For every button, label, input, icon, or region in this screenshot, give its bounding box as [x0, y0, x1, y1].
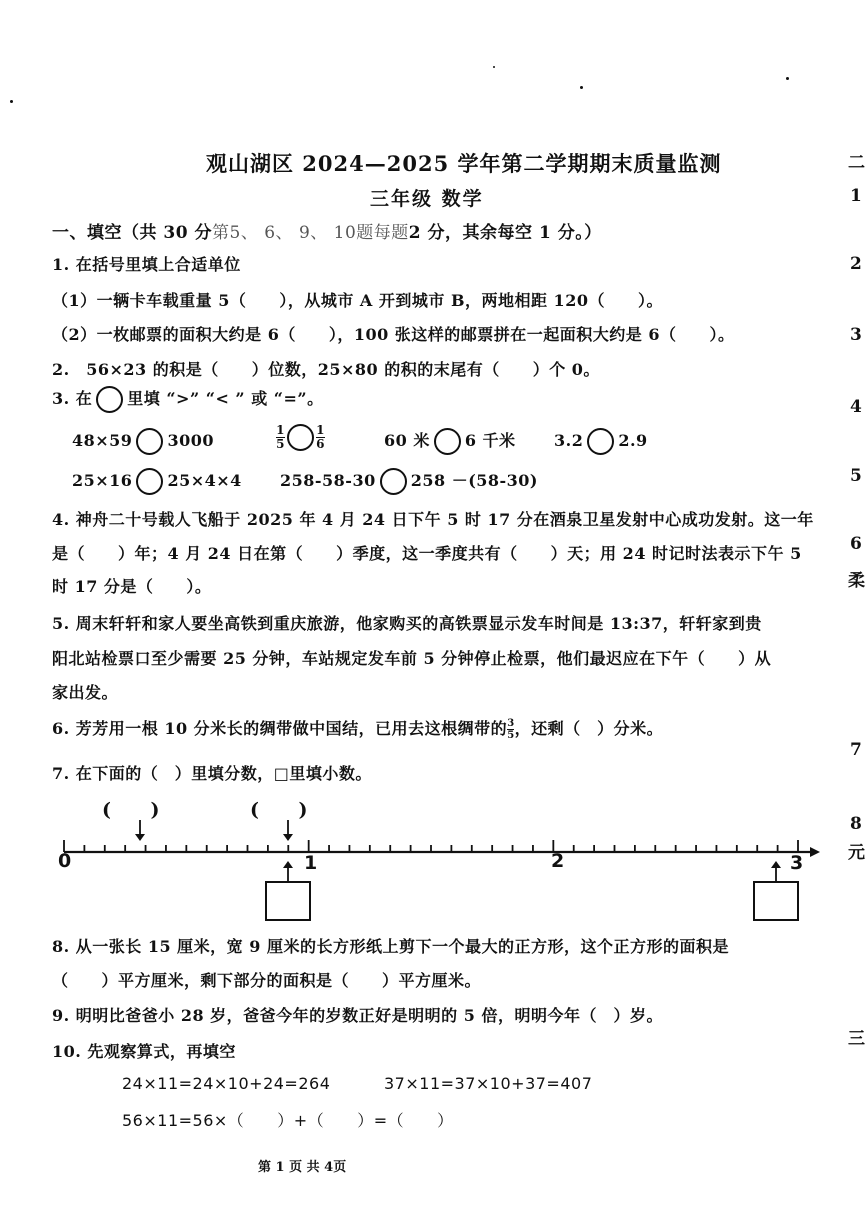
- compare-left: 258-58-30: [280, 471, 376, 490]
- number-line-label-1: 1: [304, 852, 318, 874]
- question-3-stem: [52, 386, 324, 413]
- compare-right: 25×4×4: [167, 471, 242, 490]
- answer-box: [754, 882, 798, 920]
- fraction: $\frac{1}{5}$: [276, 423, 285, 451]
- question-1-part-1: （1）一辆卡车载重量 5（ ），从城市 A 开到城市 B，两地相距 120（ ）。: [52, 291, 663, 310]
- question-1-part-2: （2）一枚邮票的面积大约是 6（ ），100 张这样的邮票拼在一起面积大约是 6（ ）。: [52, 325, 735, 344]
- edge-glyph: 4: [850, 397, 862, 417]
- compare-left: 48×59: [72, 431, 133, 450]
- arrow-down-icon: [135, 834, 145, 841]
- question-5-line-1: 5. 周末轩轩和家人要坐高铁到重庆旅游，他家购买的高铁票显示发车时间是 13:37，轩轩家到贵: [52, 614, 762, 633]
- section-heading-part-a: 一、填空（共 30 分: [52, 223, 212, 243]
- question-4-line-2: 是（ ）年；4 月 24 日在第（ ）季度，这一季度共有（ ）天；用 24 时记时法表示下午 5: [52, 544, 802, 563]
- question-10-equation: 56×11=56×（ ）+（ ）=（ ）: [122, 1111, 454, 1130]
- answer-box: [266, 882, 310, 920]
- answer-circle[interactable]: [136, 428, 163, 455]
- scan-speck: [786, 77, 789, 80]
- question-4-line-1: 4. 神舟二十号载人飞船于 2025 年 4 月 24 日下午 5 时 17 分在酒泉卫星发射中心成功发射。这一年: [52, 510, 814, 529]
- page-title: 观山湖区 2024—2025 学年第二学期期末质量监测: [206, 151, 722, 176]
- edge-glyph: 6: [850, 534, 862, 554]
- compare-item: [276, 424, 325, 451]
- compare-right: 3000: [167, 431, 214, 450]
- question-3-prefix: 3. 在: [52, 389, 93, 408]
- edge-glyph: 5: [850, 466, 862, 486]
- compare-right: 2.9: [618, 431, 648, 450]
- section-heading-part-b: 第5、 6、 9、 10题每题: [212, 223, 409, 243]
- scan-speck: [493, 66, 495, 68]
- edge-glyph: 1: [850, 186, 862, 206]
- edge-glyph: 二: [848, 153, 865, 173]
- edge-glyph: 3: [850, 325, 862, 345]
- answer-circle[interactable]: [380, 468, 407, 495]
- section-heading-part-c: 2 分，其余每空 1 分。）: [408, 223, 602, 243]
- question-6-text-end: ，还剩（ ）分米。: [514, 719, 664, 738]
- question-3-suffix: 里填 “>” “< ” 或 “=”。: [127, 389, 324, 408]
- question-8-line-2: （ ）平方厘米，剩下部分的面积是（ ）平方厘米。: [52, 971, 482, 990]
- answer-paren[interactable]: ( ): [250, 799, 308, 821]
- question-5-line-3: 家出发。: [52, 683, 119, 702]
- number-line-label-2: 2: [551, 850, 565, 872]
- scan-speck: [580, 86, 583, 89]
- question-9: 9. 明明比爸爸小 28 岁，爸爸今年的岁数正好是明明的 5 倍，明明今年（ ）岁。: [52, 1006, 663, 1025]
- arrow-right-icon: [810, 847, 820, 857]
- compare-left: 25×16: [72, 471, 133, 490]
- section-heading: [52, 218, 602, 243]
- page-subtitle: 三年级 数学: [370, 188, 484, 210]
- question-1-stem: 1. 在括号里填上合适单位: [52, 255, 241, 274]
- compare-item: [72, 428, 214, 455]
- question-7-stem: 7. 在下面的（ ）里填分数，□里填小数。: [52, 764, 372, 783]
- answer-circle[interactable]: [287, 424, 314, 451]
- arrow-up-icon: [771, 861, 781, 868]
- number-line-label-0: 0: [58, 850, 72, 872]
- edge-glyph: 7: [850, 740, 862, 760]
- compare-right: 6 千米: [464, 431, 516, 450]
- compare-item: [554, 428, 648, 455]
- edge-glyph: 柔: [848, 571, 865, 591]
- compare-item: [384, 428, 516, 455]
- question-6: [52, 716, 663, 740]
- compare-item: [72, 468, 242, 495]
- compare-circle-icon: [96, 386, 123, 413]
- example-equation-2: 37×11=37×10+37=407: [384, 1074, 593, 1093]
- answer-paren[interactable]: ( ): [102, 799, 160, 821]
- example-equation-1: 24×11=24×10+24=264: [122, 1074, 331, 1093]
- compare-item: [280, 468, 538, 495]
- question-6-text: 6. 芳芳用一根 10 分米长的绸带做中国结，已用去这根绸带的: [52, 719, 508, 738]
- question-2: 2. 56×23 的积是（ ）位数，25×80 的积的末尾有（ ）个 0。: [52, 360, 600, 379]
- question-10-stem: 10. 先观察算式，再填空: [52, 1042, 236, 1061]
- arrow-down-icon: [283, 834, 293, 841]
- edge-glyph: 8: [850, 814, 862, 834]
- edge-glyph: 三: [848, 1029, 865, 1049]
- answer-circle[interactable]: [136, 468, 163, 495]
- arrow-up-icon: [283, 861, 293, 868]
- number-line-label-3: 3: [790, 852, 804, 874]
- answer-circle[interactable]: [434, 428, 461, 455]
- answer-circle[interactable]: [587, 428, 614, 455]
- fraction: $\frac{1}{6}$: [316, 423, 325, 451]
- edge-glyph: 元: [848, 843, 865, 863]
- compare-left: 60 米: [384, 431, 430, 450]
- page-number: 第 1 页 共 4页: [258, 1160, 347, 1175]
- compare-left: 3.2: [554, 431, 584, 450]
- question-5-line-2: 阳北站检票口至少需要 25 分钟，车站规定发车前 5 分钟停止检票，他们最迟应在下午（ ）从: [52, 649, 772, 668]
- question-8-line-1: 8. 从一张长 15 厘米，宽 9 厘米的长方形纸上剪下一个最大的正方形，这个正方形的面积是: [52, 937, 729, 956]
- scan-speck: [10, 100, 13, 103]
- question-4-line-3: 时 17 分是（ ）。: [52, 577, 212, 596]
- compare-right: 258 －(58-30): [410, 471, 539, 490]
- edge-glyph: 2: [850, 254, 862, 274]
- number-line: [0, 810, 860, 930]
- fraction: $\frac{3}{5}$: [507, 718, 515, 741]
